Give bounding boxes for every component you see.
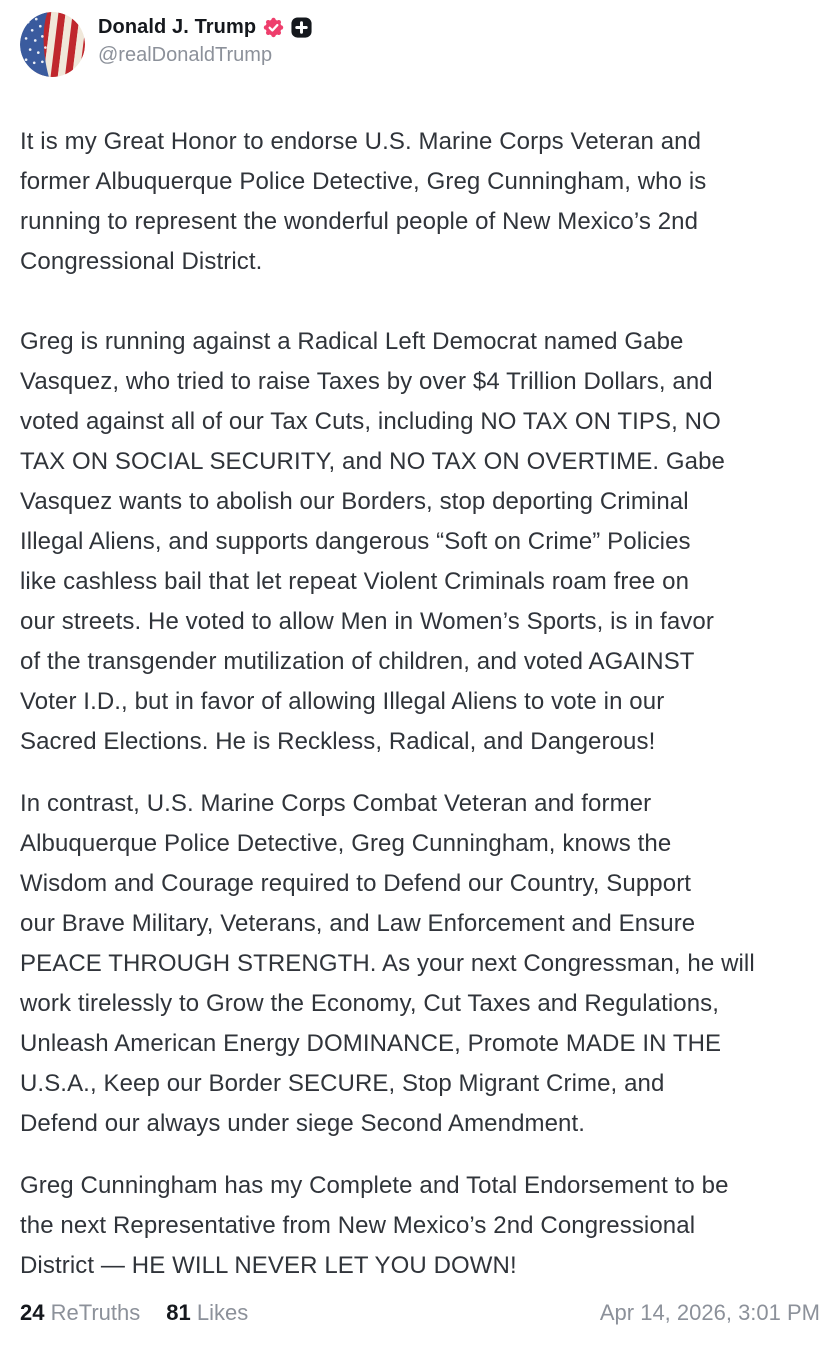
engagement-stats [20, 1300, 248, 1326]
verified-badge-icon [263, 17, 284, 38]
flag-face-avatar-image [20, 12, 85, 77]
likes-label: Likes [196, 1300, 249, 1325]
timestamp[interactable]: Apr 14, 2026, 3:01 PM [599, 1300, 820, 1325]
post-paragraph-4: Greg Cunningham has my Complete and Total Endorsement to be the next Representative from New Mexico’s 2nd Congressional District — HE WILL NEVER LET YOU DOWN! [20, 1172, 729, 1279]
post-paragraph-3: In contrast, U.S. Marine Corps Combat Veteran and former Albuquerque Police Detective, Greg Cunningham, knows the Wisdom and Courage required to Defend our Country, Support our Brave Military, Veterans, and Law Enforcement and Ensure PEACE THROUGH STRENGTH. As your next Congressman, he will work tirelessly to Grow the Economy, Cut Taxes and Regulations, Unleash American Energy DOMINANCE, Promote MADE IN THE U.S.A., Keep our Border SECURE, Stop Migrant Crime, and Defend our always under siege Second Amendment. [20, 790, 755, 1137]
retruths-label: ReTruths [50, 1300, 141, 1325]
post-header [20, 12, 820, 77]
user-handle[interactable]: @realDonaldTrump [98, 44, 273, 66]
post-paragraph-2: Greg is running against a Radical Left Democrat named Gabe Vasquez, who tried to raise Taxes by over $4 Trillion Dollars, and voted against all of our Tax Cuts, including NO TAX ON TIPS, NO TAX ON SOCIAL SECURITY, and NO TAX ON OVERTIME. Gabe Vasquez wants to abolish our Borders, stop deporting Criminal Illegal Aliens, and supports dangerous “Soft on Crime” Policies like cashless bail that let repeat Violent Criminals roam free on our streets. He voted to allow Men in Women’s Sports, is in favor of the transgender mutilization of children, and voted AGAINST Voter I.D., but in favor of allowing Illegal Aliens to vote in our Sacred Elections. He is Reckless, Radical, and Dangerous! [20, 328, 725, 755]
post-footer [20, 1300, 820, 1326]
identity-block [98, 16, 312, 67]
likes-count: 81 [166, 1300, 191, 1325]
name-row [98, 16, 312, 39]
display-name[interactable]: Donald J. Trump [98, 16, 257, 38]
avatar[interactable] [20, 12, 85, 77]
retruths-stat[interactable] [20, 1300, 140, 1326]
truth-plus-badge-icon [291, 17, 312, 38]
likes-stat[interactable] [166, 1300, 248, 1326]
post-body [20, 122, 820, 1286]
post-paragraph-1: It is my Great Honor to endorse U.S. Marine Corps Veteran and former Albuquerque Police Detective, Greg Cunningham, who is running to represent the wonderful people of New Mexico’s 2nd Congressional District. [20, 128, 707, 275]
retruths-count: 24 [20, 1300, 45, 1325]
